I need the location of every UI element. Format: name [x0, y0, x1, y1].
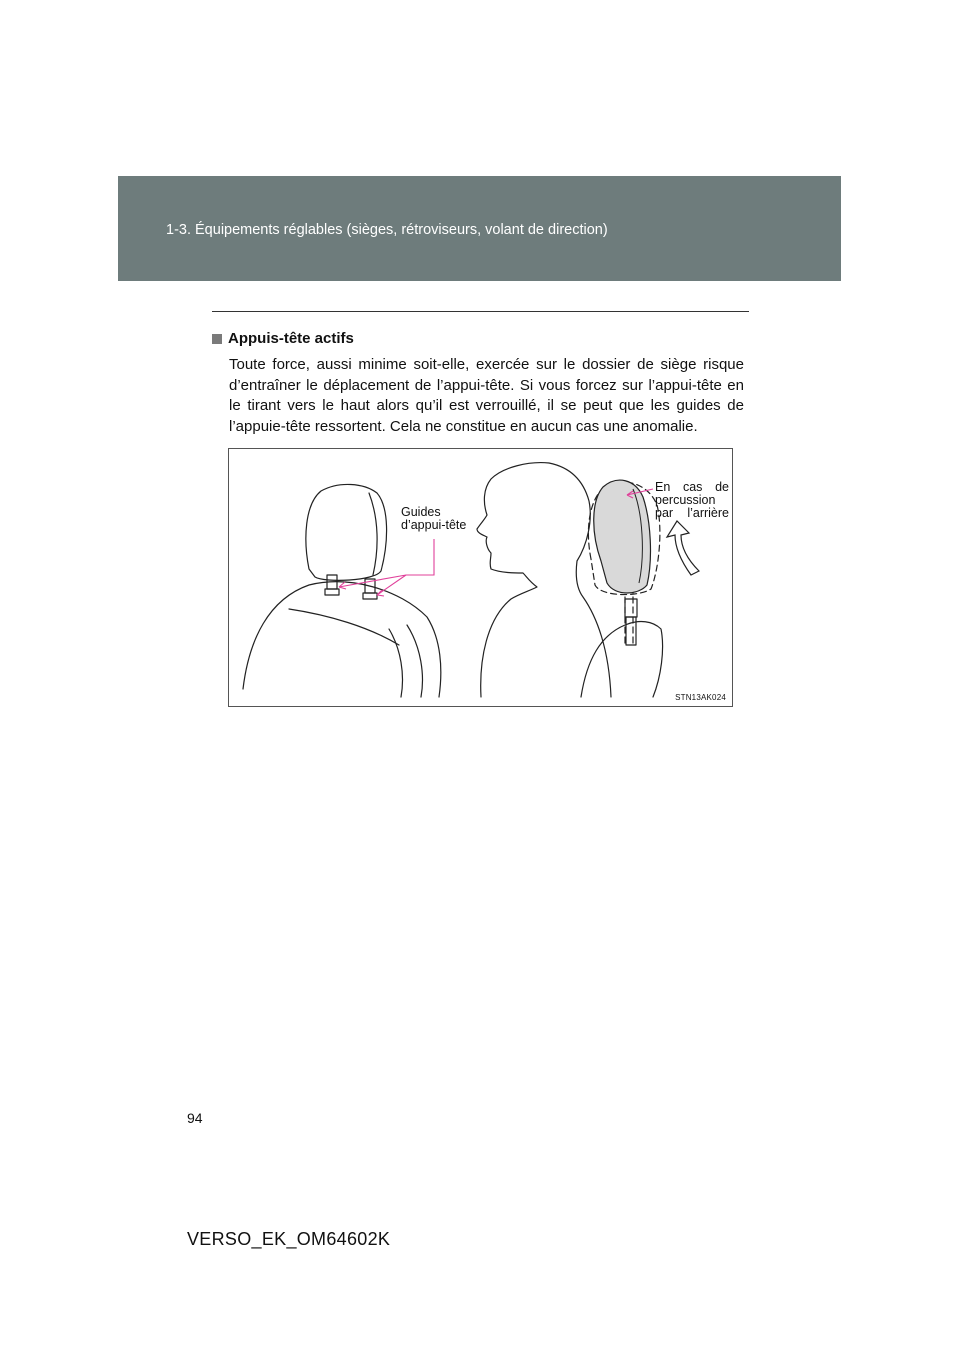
right-seat: [581, 622, 663, 697]
guides-callout-line: [339, 539, 434, 595]
chapter-header-band: [118, 176, 841, 281]
label-rear-impact: [655, 481, 729, 520]
label-guides-line1: Guides: [401, 505, 441, 519]
label-guides-line2: d’appui-tête: [401, 518, 467, 532]
square-bullet-icon: [212, 334, 222, 344]
section-heading: [212, 330, 744, 347]
section-divider: [212, 311, 749, 312]
chapter-title: 1-3. Équipements réglables (sièges, rétroviseurs, volant de direction): [166, 222, 608, 238]
label-impact-line3: par l’arrière: [655, 506, 729, 520]
figure-code: STN13AK024: [675, 693, 726, 702]
document-code: VERSO_EK_OM64602K: [187, 1229, 391, 1249]
label-impact-line2: percussion: [655, 493, 716, 507]
left-seat: [243, 582, 441, 697]
section-body-text: Toute force, aussi minime soit-elle, exercée sur le dossier de siège risque d’entraîner le déplacement de l’appui-tête. Si vous forcez sur l’appui-tête en le tirant vers le haut alors qu’il est verrouillé, il se peut que les guides de l’appuie-tête ressortent. Cela ne constitue en aucun cas une anomalie.: [229, 356, 744, 435]
section-heading-text: Appuis-tête actifs: [228, 330, 354, 347]
headrest-illustration: [228, 448, 733, 707]
label-headrest-guides: [401, 506, 466, 532]
section-active-headrests: [212, 330, 744, 437]
page-number: 94: [187, 1110, 203, 1126]
label-impact-line1: En cas de: [655, 480, 729, 494]
upward-arrow-icon: [667, 521, 699, 575]
